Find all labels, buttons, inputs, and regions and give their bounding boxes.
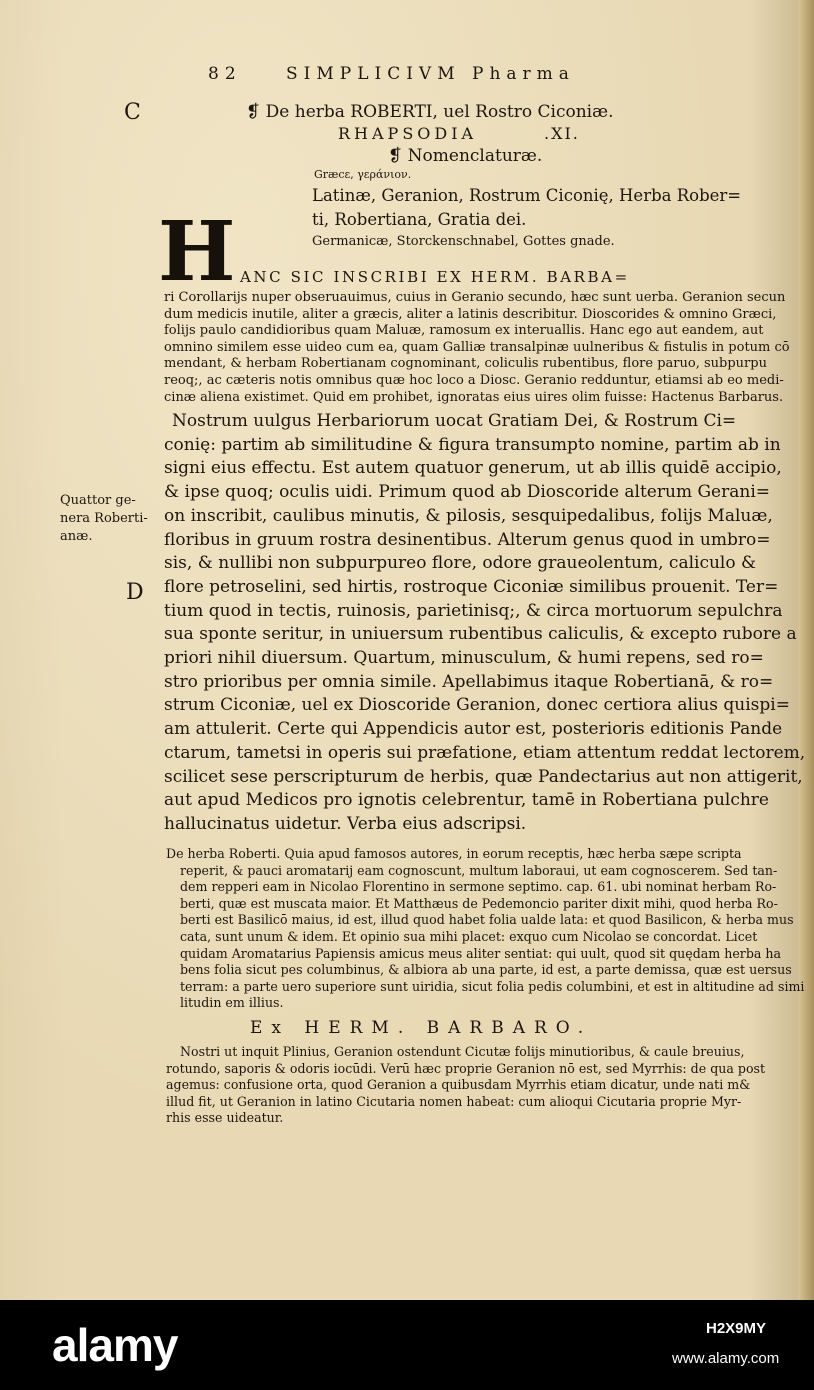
- text-line: am attulerit. Certe qui Appendicis autor est, posterioris editionis Pande: [164, 719, 783, 740]
- text-line: Nostri ut inquit Plinius, Geranion ostendunt Cicutæ folijs minutioribus, & caule breuius,: [180, 1044, 745, 1059]
- margin-note-line: nera Roberti-: [60, 511, 148, 526]
- text-line: Nostrum uulgus Herbariorum uocat Gratiam Dei, & Rostrum Ci=: [172, 411, 737, 431]
- text-line: illud fit, ut Geranion in latino Cicutaria nomen habeat: cum alioqui Cicutaria proprie Myr-: [166, 1093, 742, 1109]
- text-line: agemus: confusione orta, quod Geranion a quibusdam Myrrhis etiam dicatur, unde nati m&: [166, 1077, 751, 1093]
- text-line: sis, & nullibi non subpurpureo flore, odore graueolentum, caliculo &: [164, 553, 757, 574]
- image-id: H2X9MY: [706, 1320, 767, 1337]
- text-line: rhis esse uideatur.: [166, 1110, 284, 1126]
- text-line: priori nihil diuersum. Quartum, minusculum, & humi repens, sed ro=: [164, 648, 764, 669]
- pilcrow-icon: ❡: [388, 146, 403, 166]
- margin-note: [60, 492, 148, 546]
- text-line: ctarum, tametsi in operis sui præfatione, etiam attentum reddat lectorem,: [164, 742, 806, 763]
- german-names: Germanicæ, Storckenschnabel, Gottes gnade.: [312, 234, 615, 249]
- text-line: quidam Aromatarius Papiensis amicus meus aliter sentiat: qui uult, quod sit quędam herba ha: [180, 945, 782, 961]
- latin-names-line-1: Latinæ, Geranion, Rostrum Ciconię, Herba Rober=: [312, 186, 742, 205]
- margin-note-line: Quattor ge-: [60, 493, 136, 508]
- text-line: terram: a parte uero superiore sunt uiridia, sicut folia pedis columbini, et est in altitudine ad simi: [180, 978, 805, 994]
- quotation-block: [166, 846, 804, 1012]
- alamy-logo: alamy: [52, 1319, 178, 1371]
- text-line: De herba Roberti. Quia apud famosos autores, in eorum receptis, hæc herba sæpe scripta: [166, 846, 742, 861]
- text-line: folijs paulo candidioribus quam Maluæ, ramosum ex interuallis. Hanc ego aut eandem, aut: [164, 323, 764, 339]
- text-line: flore petroselini, sed hirtis, rostroque Ciconiæ similibus prouenit. Ter=: [164, 576, 779, 597]
- text-line: sua sponte seritur, in uniuersum rubentibus caliculis, & excepto rubore a: [164, 624, 797, 645]
- intro-paragraph: [164, 290, 790, 406]
- closing-paragraph: [166, 1044, 765, 1127]
- text-line: conię: partim ab similitudine & figura transumpto nomine, partim ab in: [164, 434, 781, 455]
- text-line: berti est Basilicō maius, id est, illud quod habet folia ualde lata: et quod Basilicon, & herba mus: [180, 912, 794, 928]
- text-line: ri Corollarijs nuper obseruauimus, cuius in Geranio secundo, hæc sunt uerba. Geranion secun: [164, 290, 786, 305]
- text-line: & ipse quoq; oculis uidi. Primum quod ab Dioscoride alterum Gerani=: [164, 482, 770, 503]
- margin-letter-d: D: [126, 580, 144, 605]
- text-line: reoq;, ac cæteris notis omnibus quæ hoc loco a Diosc. Geranio redduntur, etiamsi ab eo medi-: [164, 372, 784, 388]
- text-line: cinæ aliena existimet. Quid em prohibet, ignoratas eius uires olim fuisse: Hactenus Barbarus.: [164, 389, 784, 405]
- footer-url: www.alamy.com: [672, 1350, 780, 1367]
- text-line: aut apud Medicos pro ignotis celebrentur, tamē in Robertiana pulchre: [164, 790, 769, 811]
- text-line: mendant, & herbam Robertianam cognominant, coliculis rubentibus, flore paruo, subpurpu: [164, 356, 767, 372]
- drop-cap: H: [158, 204, 236, 300]
- text-line: scilicet sese perscripturum de herbis, quæ Pandectarius aut non attigerit,: [164, 766, 803, 787]
- main-paragraph: [164, 410, 806, 837]
- text-line: stro prioribus per omnia simile. Apellabimus itaque Robertianā, & ro=: [164, 671, 774, 692]
- text-line: on inscribit, caulibus minutis, & pilosis, sesquipedalibus, folijs Maluæ,: [164, 505, 773, 526]
- greek-name: Græcε, γεράνιον.: [314, 168, 412, 181]
- text-line: litudin em illius.: [180, 995, 284, 1011]
- text-line: reperit, & pauci aromatarij eam cognoscunt, multum laboraui, ut eam cognoscerem. Sed tan-: [180, 862, 778, 878]
- text-line: strum Ciconiæ, uel ex Dioscoride Geranion, donec certiora alius quispi=: [164, 695, 790, 716]
- margin-note-line: anæ.: [60, 529, 93, 544]
- page-number: 82: [208, 64, 242, 84]
- text-line: floribus in gruum rostra desinentibus. Alterum genus quod in umbro=: [164, 529, 771, 550]
- text-line: rotundo, saporis & odoris iocūdi. Verū hæc proprie Geranion nō est, sed Myrrhis: de qua post: [166, 1060, 766, 1076]
- text-line: tium quod in tectis, ruinosis, parietinisq;, & circa mortuorum sepulchra: [164, 600, 783, 621]
- text-line: hallucinatus uidetur. Verba eius adscripsi.: [164, 813, 527, 834]
- text-line: signi eius effectu. Est autem quatuor generum, ut ab illis quidē accipio,: [164, 458, 782, 479]
- section-number: .XI.: [544, 124, 580, 143]
- subheading: Ex HERM. BARBARO.: [250, 1018, 593, 1038]
- pilcrow-icon: ❡: [246, 102, 261, 122]
- section-subtitle: RHAPSODIA: [338, 124, 478, 143]
- text-line: dem repperi eam in Nicolao Florentino in sermone septimo. cap. 61. ubi nominat herbam Ro-: [180, 879, 777, 895]
- text-line: dum medicis inutile, aliter a græcis, aliter a latinis describitur. Dioscorides & omnino Græci,: [164, 306, 777, 322]
- intro-first-line: ANC SIC INSCRIBI EX HERM. BARBA=: [240, 268, 630, 286]
- text-line: omnino similem esse uideo cum ea, quam Galliæ transalpinæ uulneribus & fistulis in potum cō: [164, 339, 790, 355]
- running-title: SIMPLICIVM Pharma: [286, 64, 575, 84]
- latin-names-line-2: ti, Robertiana, Gratia dei.: [312, 210, 527, 229]
- nomenclature-heading: ❡ Nomenclaturæ.: [388, 146, 543, 166]
- section-title: ❡ De herba ROBERTI, uel Rostro Ciconiæ.: [246, 102, 614, 122]
- margin-letter-c: C: [124, 100, 141, 125]
- text-line: bens folia sicut pes columbinus, & albiora ab una parte, id est, a parte demissa, quæ est uersus: [180, 962, 792, 978]
- text-line: berti, quæ est muscata maior. Et Matthæus de Pedemoncio pariter dixit mihi, quod herba Ro-: [180, 895, 778, 911]
- text-line: cata, sunt unum & idem. Et opinio sua mihi placet: exquo cum Nicolao se concordat. Licet: [180, 928, 758, 944]
